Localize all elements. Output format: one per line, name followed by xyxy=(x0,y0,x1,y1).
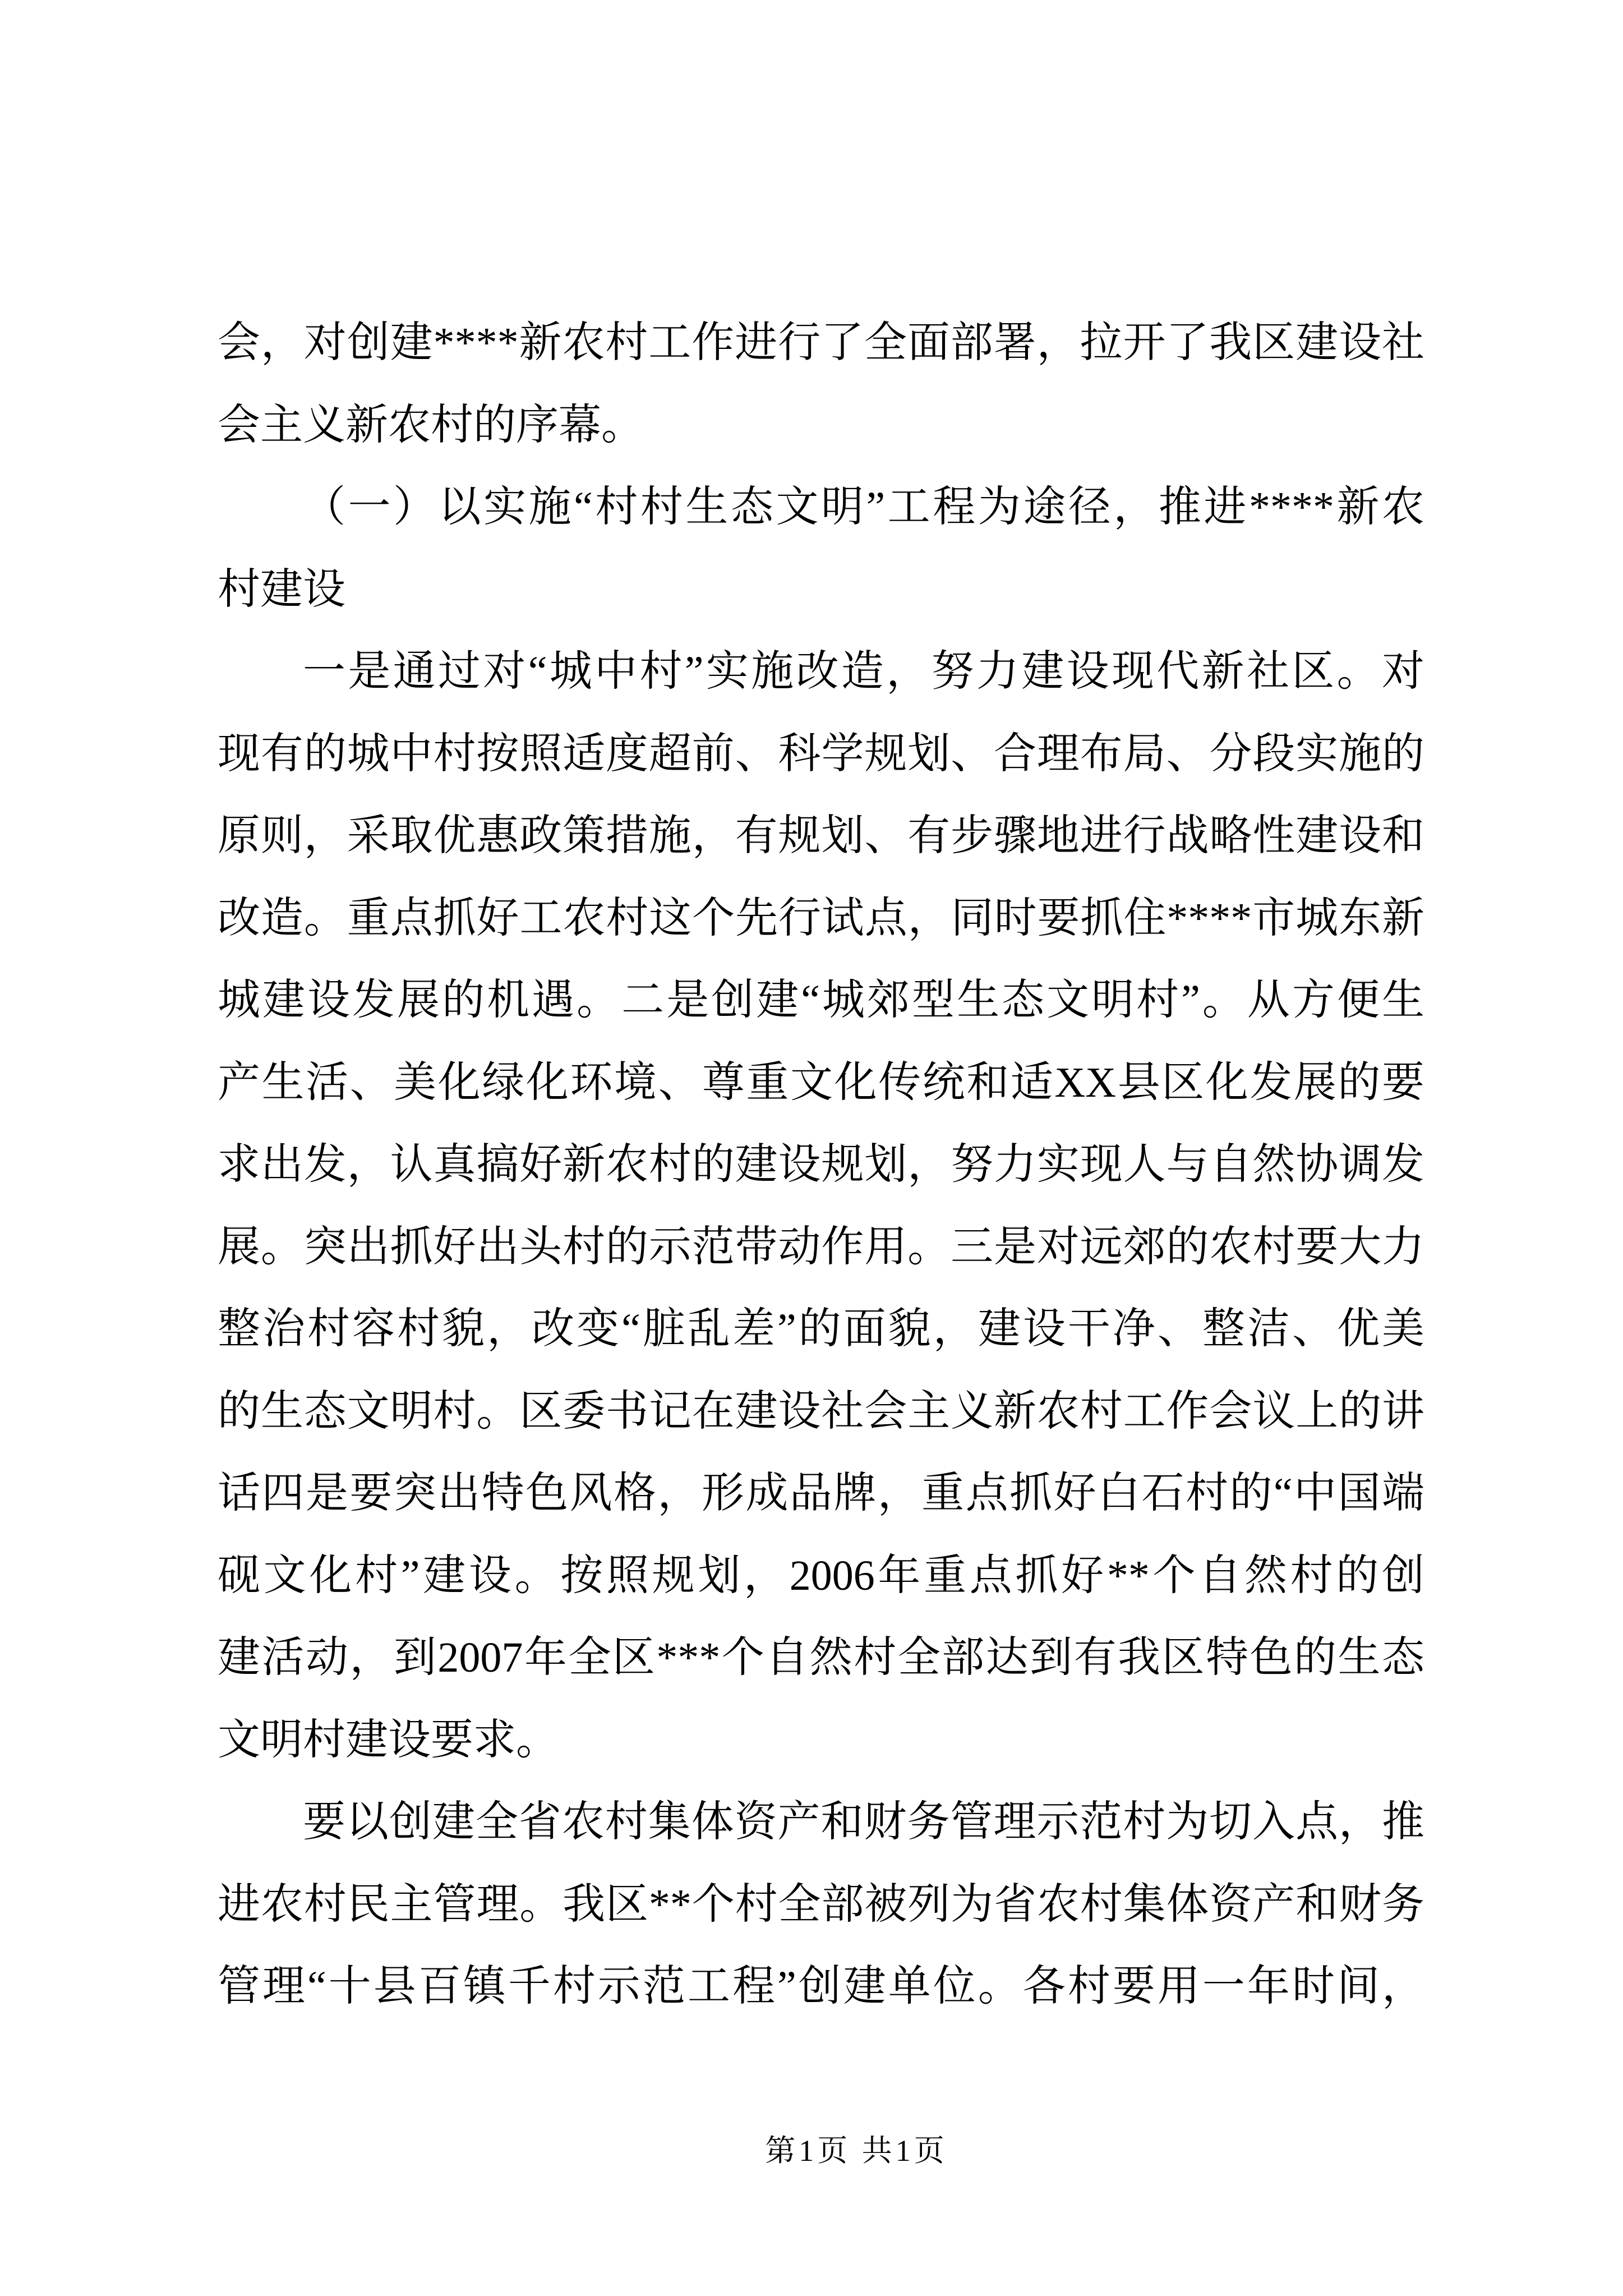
text-line: 村建设 xyxy=(218,565,345,613)
text-line: 会主义新农村的序幕。 xyxy=(218,401,644,449)
document-body xyxy=(218,302,1424,2028)
text-line: 城建设发展的机遇。二是创建“城郊型生态文明村”。从方便生 xyxy=(218,977,1424,1024)
text-line: 原则，采取优惠政策措施，有规划、有步骤地进行战略性建设和 xyxy=(218,812,1424,859)
paragraph xyxy=(218,1781,1424,2028)
text-line: 砚文化村”建设。按照规划，2006年重点抓好**个自然村的创 xyxy=(218,1552,1424,1599)
text-line: 会，对创建****新农村工作进行了全面部署，拉开了我区建设社 xyxy=(218,319,1424,366)
text-line: 管理“十县百镇千村示范工程”创建单位。各村要用一年时间， xyxy=(218,1963,1424,2010)
text-line: 现有的城中村按照适度超前、科学规划、合理布局、分段实施的 xyxy=(218,730,1424,777)
page-footer: 第1页 共1页 xyxy=(765,2134,948,2168)
text-line: 求出发，认真搞好新农村的建设规划，努力实现人与自然协调发 xyxy=(218,1141,1424,1188)
section-heading xyxy=(218,466,1424,631)
text-line: （一）以实施“村村生态文明”工程为途径，推进****新农 xyxy=(303,484,1424,531)
text-line: 话四是要突出特色风格，形成品牌，重点抓好白石村的“中国端 xyxy=(218,1470,1424,1517)
paragraph xyxy=(218,302,1424,466)
text-line: 展。突出抓好出头村的示范带动作用。三是对远郊的农村要大力 xyxy=(218,1223,1424,1271)
text-line: 进农村民主管理。我区**个村全部被列为省农村集体资产和财务 xyxy=(218,1880,1424,1928)
text-line: 建活动，到2007年全区***个自然村全部达到有我区特色的生态 xyxy=(218,1634,1424,1681)
paragraph xyxy=(218,631,1424,1781)
text-line: 整治村容村貌，改变“脏乱差”的面貌，建设干净、整洁、优美 xyxy=(218,1305,1424,1352)
text-line: 一是通过对“城中村”实施改造，努力建设现代新社区。对 xyxy=(303,648,1424,695)
text-line: 要以创建全省农村集体资产和财务管理示范村为切入点，推 xyxy=(303,1798,1424,1846)
text-line: 文明村建设要求。 xyxy=(218,1716,559,1764)
text-line: 产生活、美化绿化环境、尊重文化传统和适XX县区化发展的要 xyxy=(218,1059,1424,1106)
text-line: 的生态文明村。区委书记在建设社会主义新农村工作会议上的讲 xyxy=(218,1387,1424,1435)
text-line: 改造。重点抓好工农村这个先行试点，同时要抓住****市城东新 xyxy=(218,894,1424,942)
